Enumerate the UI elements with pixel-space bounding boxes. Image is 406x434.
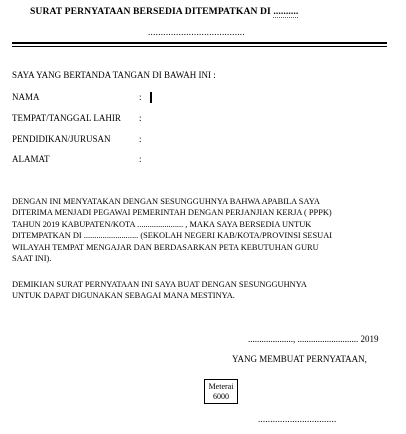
closing-line: DEMIKIAN SURAT PERNYATAAN INI SAYA BUAT DENGAN SESUNGGUHNYA (12, 280, 307, 289)
statement-line: DENGAN INI MENYATAKAN DENGAN SESUNGGUHNYA BAHWA APABILA SAYA (12, 197, 320, 206)
closing-paragraph (12, 279, 392, 302)
title-text: SURAT PERNYATAAN BERSEDIA DITEMPATKAN DI (30, 6, 271, 17)
field-ttl-label: TEMPAT/TANGGAL LAHIR (12, 113, 121, 123)
title-subline: ...................................... (148, 27, 245, 37)
intro-text (12, 70, 216, 80)
stamp-box (204, 379, 238, 404)
field-ttl-colon: : (139, 113, 142, 123)
statement-line: SAAT INI). (12, 254, 52, 264)
document-title (30, 6, 298, 17)
signature-line: ................................ (258, 414, 337, 424)
field-nama-label: NAMA (12, 92, 40, 102)
header-rule-thin (12, 46, 387, 47)
statement-line: DITERIMA MENJADI PEGAWAI PEMERINTAH DENGAN PERJANJIAN KERJA ( PPPK) (12, 208, 332, 218)
field-alamat-colon: : (139, 154, 142, 164)
statement-line: DITEMPATKAN DI .......................... (SEKOLAH NEGERI KAB/KOTA/PROVINSI SESUAI (12, 231, 333, 241)
statement-paragraph (12, 196, 392, 264)
title-dots: .......... (273, 6, 299, 17)
field-pendidikan-colon: : (139, 134, 142, 144)
date-line: ...................., ........................... 2019 (248, 334, 379, 344)
field-pendidikan-label: PENDIDIKAN/JURUSAN (12, 134, 111, 144)
closing-line: UNTUK DAPAT DIGUNAKAN SEBAGAI MANA MESTINYA. (12, 291, 235, 301)
statement-line: WILAYAH TEMPAT MENGAJAR DAN BERDASARKAN PETA KEBUTUHAN GURU (12, 242, 319, 252)
stamp-text-line1: Meterai (208, 382, 234, 391)
stamp-text-line2: 6000 (213, 392, 229, 401)
field-nama-colon: : (139, 92, 142, 102)
statement-line: TAHUN 2019 KABUPATEN/KOTA ...................... , MAKA SAYA BERSEDIA UNTUK (12, 219, 312, 229)
header-rule-thick (12, 42, 387, 44)
text-cursor[interactable] (150, 92, 152, 103)
signer-label: YANG MEMBUAT PERNYATAAN, (232, 354, 367, 364)
intro-label: SAYA YANG BERTANDA TANGAN DI BAWAH INI : (12, 70, 216, 80)
field-alamat-label: ALAMAT (12, 154, 50, 164)
